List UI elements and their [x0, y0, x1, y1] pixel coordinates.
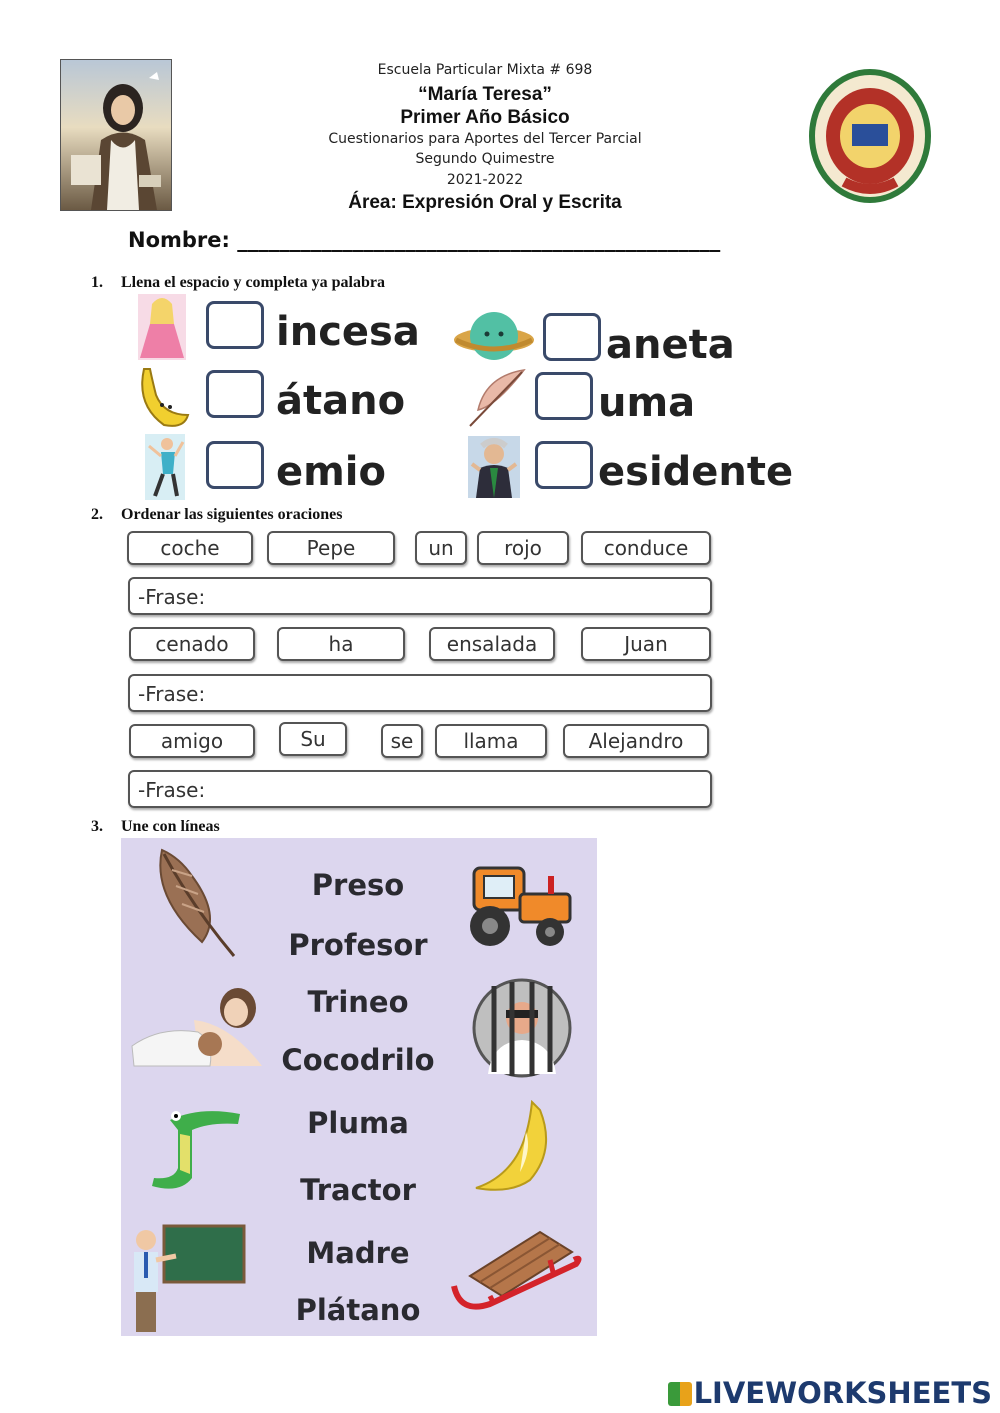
- blank-box-2[interactable]: [543, 313, 601, 361]
- word-suffix-4: uma: [598, 380, 696, 426]
- question-3-title: 3. Une con líneas: [91, 818, 220, 835]
- word-chip-pepe[interactable]: Pepe: [267, 531, 395, 565]
- liveworksheets-logo: LIVEWORKSHEETS: [668, 1376, 992, 1410]
- word-suffix-5: emio: [276, 449, 386, 495]
- word-chip-ha[interactable]: ha: [277, 627, 405, 661]
- word-chip-rojo[interactable]: rojo: [477, 531, 569, 565]
- word-chip-amigo[interactable]: amigo: [129, 724, 255, 758]
- blank-box-4[interactable]: [535, 372, 593, 420]
- president-icon: [468, 436, 520, 498]
- school-seal-logo: [808, 64, 932, 204]
- mother-baby-icon[interactable]: [130, 980, 268, 1072]
- word-chip-coche[interactable]: coche: [127, 531, 253, 565]
- school-name: Escuela Particular Mixta # 698: [377, 62, 593, 78]
- match-word-preso[interactable]: Preso: [311, 868, 405, 902]
- feather-icon: [466, 366, 528, 428]
- word-chip-su[interactable]: Su: [279, 722, 347, 756]
- teacher-icon[interactable]: [124, 1222, 246, 1334]
- word-suffix-1: incesa: [276, 309, 420, 355]
- match-word-trineo[interactable]: Trineo: [307, 985, 409, 1019]
- blank-box-5[interactable]: [206, 441, 264, 489]
- frase-input-1[interactable]: -Frase:: [128, 577, 712, 615]
- name-field-row[interactable]: [128, 228, 720, 252]
- crocodile-icon[interactable]: [140, 1100, 244, 1196]
- word-chip-llama[interactable]: llama: [435, 724, 547, 758]
- sled-icon[interactable]: [450, 1224, 582, 1324]
- question-2-title: 2. Ordenar las siguientes oraciones: [91, 506, 343, 523]
- banana-icon[interactable]: [470, 1100, 560, 1196]
- word-suffix-3: átano: [276, 378, 406, 424]
- word-chip-un[interactable]: un: [415, 531, 467, 565]
- word-chip-conduce[interactable]: conduce: [581, 531, 711, 565]
- name-line[interactable]: ______________________________________________: [237, 228, 721, 252]
- match-word-profesor[interactable]: Profesor: [288, 928, 428, 962]
- trophy-runner-icon: [145, 434, 185, 500]
- area-title: Área: Expresión Oral y Escrita: [348, 192, 622, 213]
- match-word-cocodrilo[interactable]: Cocodrilo: [281, 1043, 435, 1077]
- planet-icon: [452, 306, 536, 368]
- name-label: Nombre:: [128, 228, 238, 252]
- frase-input-2[interactable]: -Frase:: [128, 674, 712, 712]
- word-suffix-2: aneta: [606, 322, 735, 368]
- liveworksheets-grid-icon: [668, 1382, 692, 1406]
- word-suffix-6: esidente: [598, 449, 794, 495]
- subtitle: Cuestionarios para Aportes del Tercer Parcial: [328, 131, 642, 147]
- prisoner-icon[interactable]: [472, 978, 572, 1078]
- term: Segundo Quimestre: [415, 151, 555, 167]
- princess-icon: [138, 294, 186, 360]
- blank-box-6[interactable]: [535, 441, 593, 489]
- banana-icon: [134, 365, 190, 431]
- question-1-title: 1. Llena el espacio y completa ya palabra: [91, 274, 385, 291]
- school-year: 2021-2022: [446, 172, 524, 188]
- match-word-tractor[interactable]: Tractor: [300, 1173, 416, 1207]
- school-title: “María Teresa”: [418, 84, 552, 105]
- grade-title: Primer Año Básico: [400, 107, 570, 128]
- word-chip-cenado[interactable]: cenado: [129, 627, 255, 661]
- match-word-pluma[interactable]: Pluma: [307, 1106, 409, 1140]
- blank-box-3[interactable]: [206, 370, 264, 418]
- word-chip-alejandro[interactable]: Alejandro: [563, 724, 709, 758]
- feather-icon[interactable]: [152, 846, 238, 960]
- word-chip-se[interactable]: se: [381, 724, 423, 758]
- word-chip-juan[interactable]: Juan: [581, 627, 711, 661]
- word-chip-ensalada[interactable]: ensalada: [429, 627, 555, 661]
- tractor-icon[interactable]: [460, 858, 576, 950]
- blank-box-1[interactable]: [206, 301, 264, 349]
- frase-input-3[interactable]: -Frase:: [128, 770, 712, 808]
- match-word-platano[interactable]: Plátano: [295, 1293, 421, 1327]
- match-word-madre[interactable]: Madre: [306, 1236, 410, 1270]
